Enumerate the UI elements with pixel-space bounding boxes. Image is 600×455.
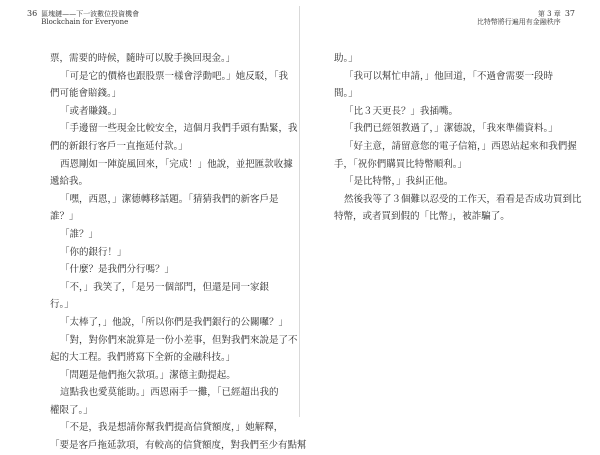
text-line: 誰？」 (50, 211, 79, 223)
left-page-body (50, 50, 307, 455)
text-line: 「不，」我笑了，「是另一個部門，但還是同一家銀 (60, 281, 270, 293)
text-line: 「比３天更長？」我插嘴。 (344, 105, 459, 117)
right-chapter-label: 第 3 章 (537, 10, 561, 18)
text-line: 起的大工程。我們將寫下全新的金融科技。」 (50, 352, 236, 364)
text-line: 「太棒了，」他說，「所以你們是我們銀行的公關囉？」 (60, 316, 289, 328)
text-line: 這點我也愛莫能助。」西恩兩手一攤，「已經超出我的 (60, 387, 279, 399)
text-line: 「要是客戶拖延款項，有較高的信貸額度，對我們至少有點幫 (50, 440, 307, 452)
left-running-header (27, 10, 139, 26)
text-line: 「問題是他們拖欠款項。」潔德主動提起。 (60, 369, 236, 381)
left-running-subtitle: Blockchain for Everyone (41, 18, 129, 26)
text-line: 助。」 (334, 53, 358, 64)
right-running-subtitle: 比特幣將行遍用有金融秩序 (476, 18, 561, 26)
text-line: 間。」 (334, 88, 358, 100)
text-line: 權限了。」 (50, 404, 93, 416)
left-running-title: 區塊鏈——下一波數位投資機會 (41, 10, 140, 18)
text-line: 遞給我。 (50, 176, 89, 188)
text-line: 「我可以幫忙申請，」他回道，「不過會需要一段時 (344, 70, 554, 82)
text-line: 「對，對你們來說算是一份小差事，但對我們來說是了不 (60, 334, 298, 346)
text-line: 「你的銀行！」 (60, 246, 127, 258)
right-page-number: 37 (564, 9, 575, 18)
text-line: 「誰？」 (60, 228, 99, 240)
text-line: 們可能會賠錢。」 (50, 88, 122, 100)
text-line: 西恩剛如一陣旋風回來，「完成！」他說，並把匯款收據 (60, 158, 293, 170)
text-line: 「是比特幣，」我糾正他。 (344, 176, 454, 188)
text-line: 行。」 (50, 299, 74, 311)
text-line: 「什麼？是我們分行嗎？」 (60, 264, 175, 276)
text-line: 票，需要的時候，隨時可以脫手換回現金。」 (50, 53, 236, 64)
text-line: 「好主意，請留意您的電子信箱，」西恩站起來和我們握 (344, 140, 577, 152)
text-line: 然後我等了３個難以忍受的工作天，看看是否成功買到比 (344, 193, 582, 205)
text-line: 手，「祝你們購買比特幣順利。」 (334, 158, 468, 170)
right-page-body (334, 50, 582, 226)
text-line: 特幣，或者買到假的「比幣」，被詐騙了。 (334, 211, 510, 223)
text-line: 「不是，我是想請你幫我們提高信貸額度，」她解釋， (60, 422, 284, 434)
text-line: 「手邊留一些現金比較安全，這個月我們手頭有點緊，我 (60, 123, 298, 135)
right-running-header (477, 10, 575, 26)
text-line: 「或者賺錢。」 (60, 105, 122, 117)
text-line: 「可是它的價格也跟股票一樣會浮動吧。」她反駁，「我 (60, 70, 289, 82)
text-line: 「我們已經領教過了，」潔德說，「我來準備資料。」 (344, 123, 558, 135)
left-page-number: 36 (27, 9, 38, 18)
right-page (300, 0, 600, 423)
text-line: 「嘿，西恩，」潔德轉移話題。「猜猜我們的新客戶是 (60, 193, 279, 205)
text-line: 們的新銀行客戶一直拖延付款。」 (50, 140, 188, 152)
